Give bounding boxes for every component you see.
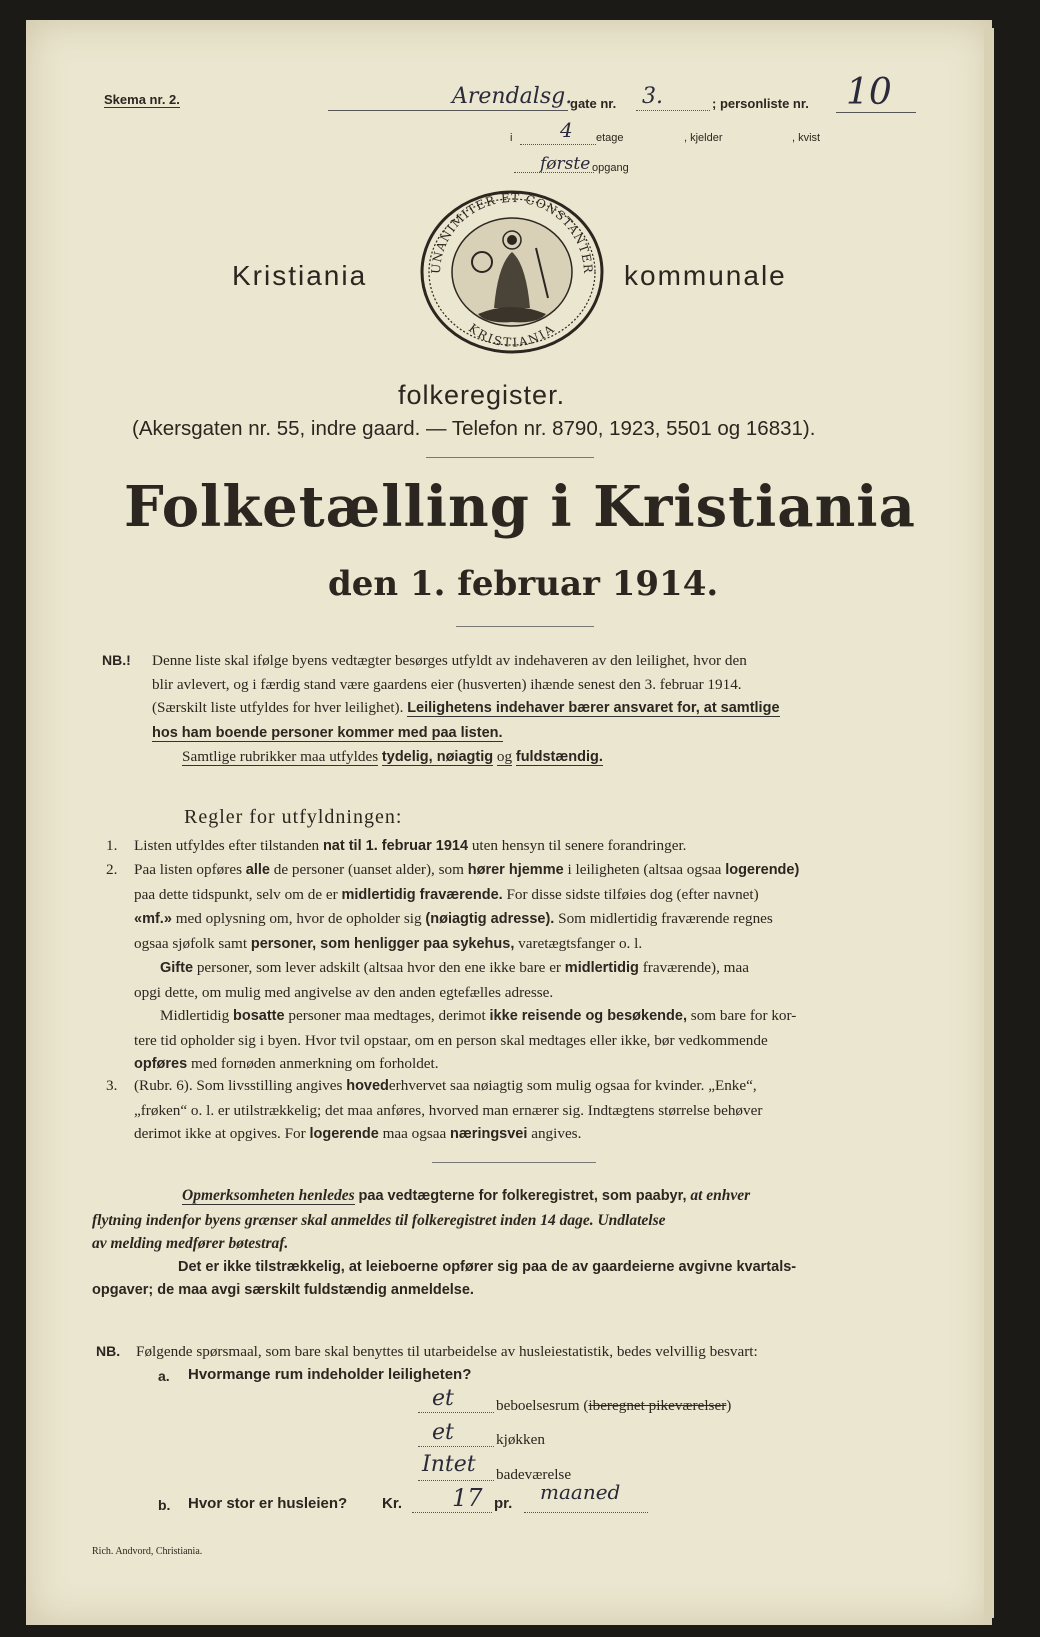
- qa-question: Hvormange rum indeholder leiligheten?: [188, 1366, 472, 1383]
- rooms-label: beboelsesrum (iberegnet pikeværelser): [496, 1397, 732, 1414]
- seal-bottom-text: KRISTIANIA: [465, 321, 559, 350]
- divider: [426, 457, 594, 458]
- page-edge: [984, 28, 994, 1618]
- personliste-label: ; personliste nr.: [712, 96, 809, 111]
- nb1-text: Denne liste skal ifølge byens vedtægter besørges utfyldt av indehaveren av den leilighet, hvor den blir avlevert, og i færdig stand være gaardens eier (husverten) ihænde senest den 3. februar 1914. (Særskilt liste utfyldes for hver leilighet). Leilighetens indehaver bærer ansvaret for, at samtlige hos ham boende personer kommer med paa listen. Samtlige rubrikker maa utfyldes tydelig, nøiagtig og fuldstændig.: [152, 652, 780, 765]
- rent-line: [412, 1512, 492, 1513]
- divider: [456, 626, 594, 627]
- kitchen-label: kjøkken: [496, 1431, 545, 1448]
- office-right: kommunale: [624, 260, 787, 291]
- etage-label: etage: [596, 132, 624, 144]
- rule-1-text: Listen utfyldes efter tilstanden nat til 1. februar 1914 uten hensyn til senere forandringer.: [134, 837, 687, 854]
- rooms-line: [418, 1412, 494, 1413]
- opgang-label: opgang: [592, 162, 629, 174]
- bath-value: Intet: [422, 1452, 476, 1477]
- etage-value: 4: [560, 118, 573, 142]
- qa-letter: a.: [158, 1368, 170, 1384]
- rent-value: 17: [452, 1484, 483, 1512]
- notice-text: Opmerksomheten henledes paa vedtægterne for folkeregistret, som paabyr, at enhver flytning indenfor byens grænser skal anmeldes til folkeregistret inden 14 dage. Undlatelse av melding medfører bøtestraf. Det er ikke tilstrækkelig, at leieboerne opfører sig paa de av gaardeierne avgivne kvartals- opgaver; de maa avgi særskilt fuldstændig anmeldelse.: [92, 1187, 797, 1298]
- office-left: Kristiania: [232, 260, 368, 291]
- etage-line: [520, 144, 596, 145]
- nb2-intro: Følgende spørsmaal, som bare skal benyttes til utarbeidelse av husleiestatistik, bedes velvillig besvart:: [136, 1343, 758, 1360]
- street-value: Arendalsg.: [452, 84, 573, 109]
- qb-letter: b.: [158, 1497, 171, 1513]
- rule-3-text: (Rubr. 6). Som livsstilling angives hovederhvervet saa nøiagtig som mulig ogsaa for kvinder. „Enke“, „frøken“ o. l. er utilstrækkelig; det maa anføres, hvorved man ernærer sig. Indtægtens størrelse behøver derimot ikke at opgives. For logerende maa ogsaa næringsvei angives.: [134, 1077, 763, 1142]
- divider: [432, 1162, 596, 1163]
- kitchen-line: [418, 1446, 494, 1447]
- rules-heading: Regler for utfyldningen:: [184, 806, 403, 828]
- kr-label: Kr.: [382, 1495, 403, 1512]
- gate-line: [636, 110, 710, 111]
- bath-label: badeværelse: [496, 1466, 572, 1483]
- rule-2-text: Paa listen opføres alle de personer (uanset alder), som hører hjemme i leiligheten (altsaa ogsaa logerende) paa dette tidspunkt, selv om de er midlertidig fraværende. For disse sidste tilføies dog (efter navnet) «mf.» med oplysning om, hvor de opholder sig (nøiagtig adresse). Som midlertidig fraværende regnes ogsaa sjøfolk samt personer, som henligger paa sykehus, varetægtsfanger o. l. Gifte personer, som lever adskilt (altsaa hvor den ene ikke bare er midlertidig fraværende), maa opgi dette, om mulig med angivelse av den anden egtefælles adresse. Midlertidig bosatte personer maa medtages, derimot ikke reisende og besøkende, som bare for kor- tere tid opholder sig i byen. Hvor tvil opstaar, om en person skal medtages eller ikke, bør vedkommende opføres med fornøden anmerkning om forholdet.: [134, 861, 800, 1072]
- rule-2-num: 2.: [106, 861, 118, 878]
- period-value: maaned: [540, 1480, 621, 1504]
- kitchen-value: et: [432, 1420, 454, 1445]
- office-address: (Akersgaten nr. 55, indre gaard. — Telefon nr. 8790, 1923, 5501 og 16831).: [132, 417, 816, 440]
- printer-credit: Rich. Andvord, Christiania.: [92, 1546, 203, 1557]
- personliste-nr-value: 10: [846, 72, 892, 113]
- rule-3-num: 3.: [106, 1077, 118, 1094]
- nb1-label: NB.!: [102, 652, 131, 668]
- kvist-label: , kvist: [792, 132, 821, 144]
- qb-question: Hvor stor er husleien?: [188, 1495, 348, 1512]
- pr-label: pr.: [494, 1495, 513, 1512]
- main-title: Folketælling i Kristiania: [124, 474, 916, 540]
- i-label: i: [510, 132, 513, 144]
- skema-label: Skema nr. 2.: [104, 92, 180, 107]
- gate-label: gate nr.: [570, 96, 617, 111]
- city-seal: [418, 188, 606, 356]
- period-line: [524, 1512, 648, 1513]
- street-line: [328, 110, 568, 111]
- kjelder-label: , kjelder: [684, 132, 723, 144]
- rooms-value: et: [432, 1386, 454, 1411]
- office-line2: folkeregister.: [398, 380, 566, 410]
- rule-1-num: 1.: [106, 837, 118, 854]
- gate-nr-value: 3.: [642, 84, 663, 109]
- bath-line: [418, 1480, 494, 1481]
- nb2-label: NB.: [96, 1343, 121, 1359]
- seal-outer-text: UNANIMITER ET CONSTANTER: [428, 190, 596, 275]
- opgang-value: første: [540, 154, 591, 174]
- title-date: den 1. februar 1914.: [328, 564, 719, 604]
